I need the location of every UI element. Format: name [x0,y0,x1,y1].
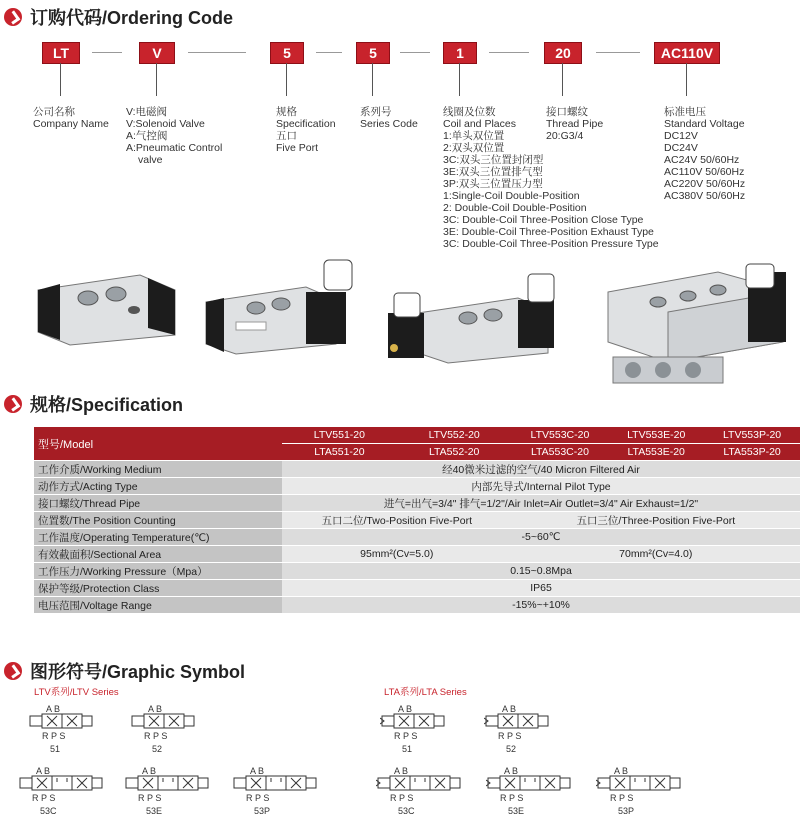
symbol-code-label: 53C [40,806,57,816]
ordering-code-title: 订购代码/Ordering Code [30,8,234,28]
row-value: IP65 [282,580,800,597]
table-row [34,563,800,580]
double-solenoid-valve-image [378,268,568,368]
series-code-column: 系列号 Series Code [360,106,418,130]
model-cell: LTV551-20 [282,427,397,444]
port-label-top: A B [398,704,413,714]
row-label: 位置数/The Position Counting [34,512,282,529]
row-label: 动作方式/Acting Type [34,478,282,495]
port-label-bottom: R P S [138,793,162,803]
symbol-code-label: 53C [398,806,415,816]
port-label-bottom: R P S [246,793,270,803]
voltage-column: 标准电压 Standard Voltage DC12V DC24V AC24V 50/60Hz AC110V 50/60Hz AC220V 50/60Hz AC380V 50/60Hz [664,106,746,202]
leader-line [686,63,687,96]
valve-symbol-52 [484,700,568,744]
row-value: -15%~+10% [282,597,800,614]
table-row [34,546,800,563]
model-cell: LTV553E-20 [608,427,704,444]
port-label-top: A B [250,766,265,776]
table-row [34,597,800,614]
port-label-top: A B [502,704,517,714]
port-label-bottom: R P S [500,793,524,803]
code-voltage: AC110V [654,42,720,64]
model-cell: LTA553E-20 [608,444,704,461]
code-separator [188,52,246,53]
row-value: 进气=出气=3/4" 排气=1/2"/Air Inlet=Air Outlet=3/4" Air Exhaust=1/2" [282,495,800,512]
row-value: -5~60℃ [282,529,800,546]
symbol-code-label: 51 [402,744,413,754]
port-label-bottom: R P S [32,793,56,803]
code-separator [92,52,122,53]
symbol-code-label: 51 [50,744,61,754]
row-value: 五口二位/Two-Position Five-Port [282,512,512,529]
port-label-top: A B [148,704,163,714]
table-row [34,512,800,529]
code-separator [316,52,342,53]
bullet-icon [4,662,22,680]
leader-line [459,63,460,96]
port-label-bottom: R P S [610,793,634,803]
port-label-top: A B [394,766,409,776]
code-spec: 5 [270,42,304,64]
port-label-bottom: R P S [42,731,66,741]
valve-type-column: V:电磁阀 V:Solenoid Valve A:气控阀 A:Pneumatic Control valve [126,106,223,166]
bullet-icon [4,395,22,413]
row-label: 电压范围/Voltage Range [34,597,282,614]
leader-line [562,63,563,96]
row-label: 工作压力/Working Pressure（Mpa） [34,563,282,580]
specification-heading [4,391,183,417]
symbol-code-label: 53P [254,806,271,816]
port-label-top: A B [142,766,157,776]
code-series: 5 [356,42,390,64]
model-cell: LTV553P-20 [704,427,800,444]
symbol-code-label: 53E [146,806,163,816]
model-header: 型号/Model [34,427,282,461]
port-label-top: A B [36,766,51,776]
valve-symbol-51 [380,700,464,744]
code-thread: 20 [544,42,582,64]
model-cell: LTA553C-20 [512,444,609,461]
valve-symbol-51 [28,700,112,744]
row-value: 70mm²(Cv=4.0) [512,546,800,563]
model-cell: LTA552-20 [397,444,512,461]
specification-title: 规格/Specification [30,395,184,415]
graphic-symbol-title: 图形符号/Graphic Symbol [30,662,246,682]
table-row [34,478,800,495]
symbol-code-label: 52 [152,744,163,754]
leader-line [286,63,287,96]
table-row [34,580,800,597]
table-row [34,461,800,478]
row-label: 保护等级/Protection Class [34,580,282,597]
row-label: 有效截面积/Sectional Area [34,546,282,563]
code-coil: 1 [443,42,477,64]
symbol-code-label: 53E [508,806,525,816]
ordering-code-heading [4,4,233,30]
table-row [34,529,800,546]
code-company: LT [42,42,80,64]
port-label-top: A B [504,766,519,776]
specification-column: 规格 Specification 五口 Five Port [276,106,336,154]
symbol-code-label: 52 [506,744,517,754]
graphic-symbol-heading [4,658,245,684]
row-label: 接口螺纹/Thread Pipe [34,495,282,512]
leader-line [156,63,157,96]
port-label-top: A B [614,766,629,776]
port-label-bottom: R P S [498,731,522,741]
bullet-icon [4,8,22,26]
table-row [34,495,800,512]
model-cell: LTA551-20 [282,444,397,461]
ltv-series-label: LTV系列/LTV Series [34,687,119,698]
pneumatic-valve-image [30,270,180,350]
company-name-column: 公司名称 Company Name [33,106,109,130]
coil-places-column: 线圈及位数 Coil and Places 1:单头双位置 2:双头双位置 3C:双头三位置封闭型 3E:双头三位置排气型 3P:双头三位置压力型 1:Single-Coil Double-Position 2: Double-Coil Double-Position 3C: Double-Coil Three-Position Close Type 3E: Double-Coil Three-Position Exhaust Type 3C: Double-Coil Three-Position Pressure Type [443,106,659,250]
row-label: 工作温度/Operating Temperature(℃) [34,529,282,546]
row-value: 经40微米过滤的空气/40 Micron Filtered Air [282,461,800,478]
port-label-bottom: R P S [394,731,418,741]
valve-symbol-52 [130,700,214,744]
row-value: 五口三位/Three-Position Five-Port [512,512,800,529]
port-label-top: A B [46,704,61,714]
single-solenoid-valve-image [196,252,366,362]
row-value: 内部先导式/Internal Pilot Type [282,478,800,495]
code-separator [400,52,430,53]
lta-series-label: LTA系列/LTA Series [384,687,467,698]
port-label-bottom: R P S [144,731,168,741]
thread-pipe-column: 接口螺纹 Thread Pipe 20:G3/4 [546,106,604,142]
code-separator [489,52,529,53]
manifold-valve-image [598,262,798,392]
port-label-bottom: R P S [390,793,414,803]
model-cell: LTA553P-20 [704,444,800,461]
model-cell: LTV553C-20 [512,427,609,444]
specification-table [34,427,800,614]
code-separator [596,52,640,53]
row-value: 0.15~0.8Mpa [282,563,800,580]
row-label: 工作介质/Working Medium [34,461,282,478]
leader-line [372,63,373,96]
row-value: 95mm²(Cv=5.0) [282,546,512,563]
symbol-code-label: 53P [618,806,635,816]
code-type: V [139,42,175,64]
model-cell: LTV552-20 [397,427,512,444]
leader-line [60,63,61,96]
